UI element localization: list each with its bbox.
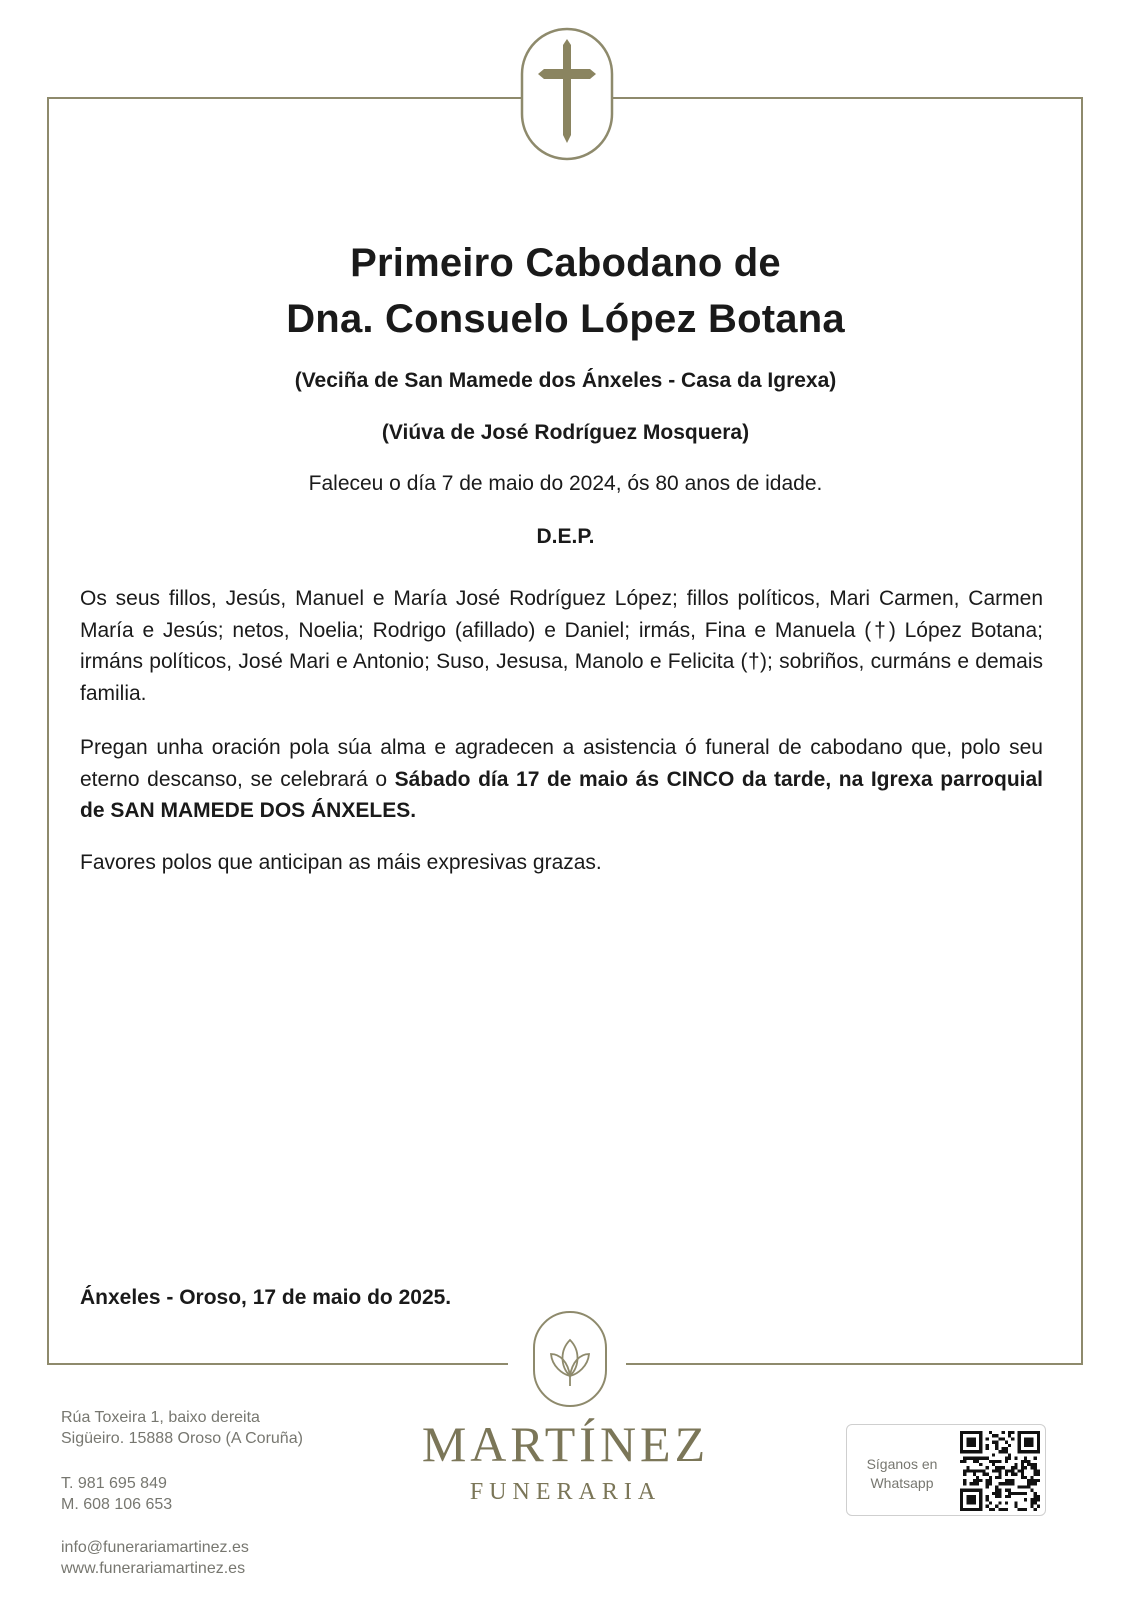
dep-label: D.E.P.	[536, 525, 595, 548]
family-paragraph: Os seus fillos, Jesús, Manuel e María José Rodríguez López; fillos políticos, Mari Carmen, Carmen María e Jesús; netos, Noelia; Rodrigo (afillado) e Daniel; irmás, Fina e Manuela (†) López Botana; irmáns políticos, José Mari e Antonio; Suso, Jesusa, Manolo e Felicita (†); sobriños, curmáns e demais familia.	[80, 587, 1043, 705]
whatsapp-box[interactable]	[846, 1424, 1046, 1516]
cross-icon	[520, 27, 614, 161]
service-details: Sábado día 17 de maio ás CINCO da tarde, na Igrexa parroquial de SAN MAMEDE DOS ÁNXELES.	[80, 767, 1043, 822]
address-city: Sigüeiro. 15888 Oroso (A Coruña)	[61, 1430, 303, 1447]
brand-name: MARTÍNEZ	[421, 1416, 710, 1472]
qr-code-icon[interactable]	[959, 1431, 1041, 1511]
place-date: Ánxeles - Oroso, 17 de maio do 2025.	[80, 1286, 452, 1309]
death-date-line: Faleceu o día 7 de maio do 2024, ós 80 anos de idade.	[308, 472, 823, 495]
title-line-2: Dna. Consuelo López Botana	[286, 297, 845, 341]
brand-subtitle: FUNERARIA	[469, 1479, 662, 1505]
title-line-1: Primeiro Cabodano de	[350, 241, 781, 285]
flower-icon	[532, 1310, 608, 1408]
subtitle-residence: (Veciña de San Mamede dos Ánxeles - Casa da Igrexa)	[294, 369, 837, 392]
website-link[interactable]: www.funerariamartinez.es	[61, 1560, 246, 1577]
whatsapp-line-1: Síganos en	[866, 1456, 938, 1472]
thanks-paragraph: Favores polos que anticipan as máis expresivas grazas.	[80, 851, 602, 874]
phone-number: T. 981 695 849	[61, 1475, 167, 1492]
service-intro: Pregan unha oración pola súa alma e agradecen a asistencia ó funeral de cabodano que, polo seu eterno descanso, se celebrará o	[80, 736, 1043, 791]
mobile-number: M. 608 106 653	[61, 1496, 173, 1513]
email-link[interactable]: info@funerariamartinez.es	[61, 1539, 249, 1556]
whatsapp-line-2: Whatsapp	[870, 1475, 934, 1491]
whatsapp-label	[857, 1455, 947, 1493]
service-paragraph	[80, 732, 1043, 827]
notice-frame	[47, 97, 1083, 1365]
subtitle-widow: (Viúva de José Rodríguez Mosquera)	[381, 421, 750, 444]
address-street: Rúa Toxeira 1, baixo dereita	[61, 1409, 260, 1426]
